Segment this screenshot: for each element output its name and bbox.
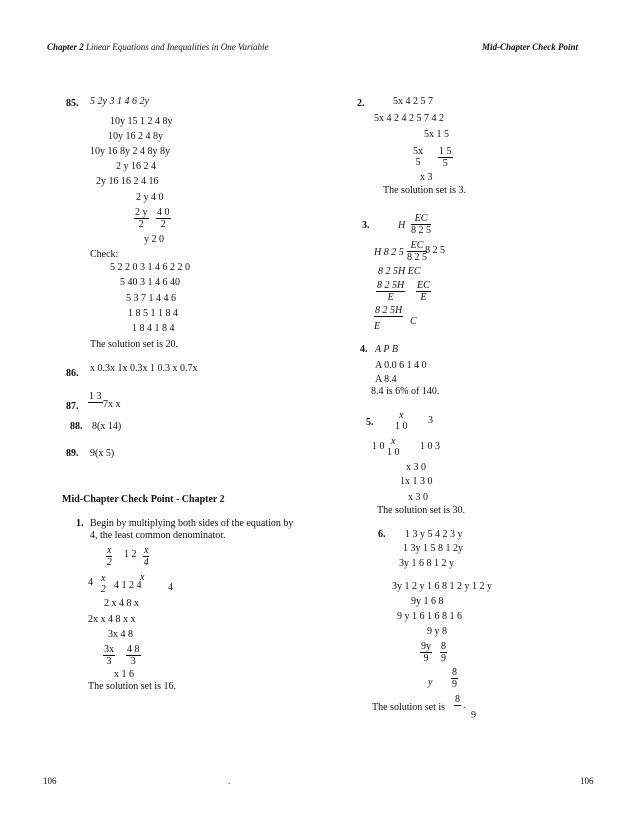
math-line: 7x x xyxy=(103,399,121,410)
math-line: 8 2 5H EC xyxy=(378,266,421,277)
math-line: 3y 1 2 y 1 6 8 1 2 y 1 2 y xyxy=(392,581,492,592)
math-line: 2y 16 16 2 4 16 xyxy=(96,176,159,187)
math-line: 5 2 2 0 3 1 4 6 2 2 0 xyxy=(110,262,190,273)
page-header-left xyxy=(47,42,269,52)
fraction: EC 8 2 5 xyxy=(411,213,431,236)
fraction: 4 8 3 xyxy=(127,644,140,667)
problem-number: 2. xyxy=(357,98,365,109)
fraction: 4 0 2 xyxy=(157,207,170,230)
math-line: 8.4 is 6% of 140. xyxy=(371,386,440,397)
fraction: EC 8 2 5 xyxy=(407,240,427,263)
math-line: 9y 1 6 8 xyxy=(411,596,444,607)
math-line: x xyxy=(140,572,145,583)
math-line: H 8 2 5 xyxy=(374,247,404,258)
math-line: x 3 xyxy=(420,172,433,183)
problem-number: 89. xyxy=(66,448,79,459)
fraction: 8 2 5H E xyxy=(374,305,403,332)
math-line: y xyxy=(428,677,433,688)
problem-number: 86. xyxy=(66,368,79,379)
math-line: 1 8 4 1 8 4 xyxy=(132,323,175,334)
math-line: . xyxy=(463,700,466,711)
math-line: y 2 0 xyxy=(144,234,164,245)
page-header-right: Mid-Chapter Check Point xyxy=(482,42,579,52)
math-line: C xyxy=(410,316,417,327)
fraction: x 1 0 xyxy=(395,410,408,432)
solution-text: The solution set is 30. xyxy=(377,505,466,516)
fraction: 1 3 xyxy=(89,391,102,402)
fraction: 5x 5 xyxy=(413,146,423,168)
math-line: 1 0 3 xyxy=(420,441,440,452)
fraction: 8 2 5H E xyxy=(377,280,405,303)
problem-number: 87. xyxy=(66,401,79,412)
math-line: x 3 0 xyxy=(406,462,426,473)
fraction: x 1 0 xyxy=(387,436,400,458)
problem-number: 4. xyxy=(360,344,368,355)
chapter-label: Chapter 2 xyxy=(47,42,84,52)
fraction: 2 y 2 xyxy=(135,207,148,230)
math-line: 10y 16 2 4 8y xyxy=(108,131,163,142)
math-line: 9(x 5) xyxy=(90,448,115,459)
math-line: A 8.4 xyxy=(375,374,397,385)
fraction: x 2 xyxy=(106,545,112,568)
math-line: 5 3 7 1 4 4 6 xyxy=(126,293,176,304)
math-line: 5x 4 2 5 7 xyxy=(393,96,433,107)
math-line: 10y 15 1 2 4 8y xyxy=(110,116,173,127)
chapter-title: Linear Equations and Inequalities in One Variable xyxy=(86,42,269,52)
problem-number: 1. xyxy=(76,518,84,529)
math-line: x 1 6 xyxy=(114,669,134,680)
math-line: 8 2 5 xyxy=(425,245,445,256)
check-label: Check: xyxy=(90,249,119,260)
problem-number: 85. xyxy=(66,98,79,109)
math-line: 5 40 3 1 4 6 40 xyxy=(120,277,180,288)
math-line: 1 0 xyxy=(372,441,385,452)
fraction: 1 5 5 xyxy=(439,146,452,169)
solution-text: The solution set is 20. xyxy=(90,339,179,350)
math-line: 4 1 2 4 xyxy=(114,580,142,591)
solution-text: The solution set is xyxy=(372,702,446,713)
instruction-text: Begin by multiplying both sides of the equation by xyxy=(90,518,294,529)
math-line: 1 2 xyxy=(124,549,137,560)
fraction: x 2 xyxy=(100,573,106,595)
math-line: 2 y 16 2 4 xyxy=(116,161,156,172)
fraction: 8 9 xyxy=(441,641,446,664)
math-line: 3x 4 8 xyxy=(108,629,133,640)
section-title: Mid-Chapter Check Point - Chapter 2 xyxy=(62,494,225,505)
math-line: 3 xyxy=(428,415,433,426)
math-line: 5x 1 5 xyxy=(424,129,449,140)
math-line: H xyxy=(398,220,406,231)
math-line: 1 3y 1 5 8 1 2y xyxy=(403,543,463,554)
fraction: 9y 9 xyxy=(421,641,431,664)
math-line: 8(x 14) xyxy=(92,421,122,432)
math-line: x 3 0 xyxy=(408,492,428,503)
problem-number: 6. xyxy=(378,529,386,540)
math-line: 9 y 1 6 1 6 8 1 6 xyxy=(397,611,462,622)
math-line: 2x x 4 8 x x xyxy=(88,614,136,625)
math-line: 2 y 4 0 xyxy=(136,192,164,203)
instruction-text: 4, the least common denominator. xyxy=(90,530,226,541)
math-line: A P B xyxy=(375,344,398,355)
math-line: 5x 4 2 4 2 5 7 4 2 xyxy=(374,113,444,124)
math-line: 9 xyxy=(471,710,476,721)
fraction: EC E xyxy=(417,280,430,303)
math-line: 10y 16 8y 2 4 8y 8y xyxy=(90,146,170,157)
fraction: 3x 3 xyxy=(104,644,114,667)
problem-number: 88. xyxy=(70,421,83,432)
problem-number: 5. xyxy=(366,417,374,428)
problem-number: 3. xyxy=(362,220,370,231)
math-line: 1 8 5 1 1 8 4 xyxy=(128,308,178,319)
math-line: 5 2y 3 1 4 6 2y xyxy=(90,96,149,107)
math-line: 2 x 4 8 x xyxy=(104,598,139,609)
math-line: 1 3 y 5 4 2 3 y xyxy=(405,529,463,540)
math-line: 9 y 8 xyxy=(427,626,447,637)
fraction: x 4 xyxy=(143,545,149,568)
fraction: 8 xyxy=(455,694,460,705)
solution-text: The solution set is 16. xyxy=(88,681,177,692)
math-line: 1x 1 3 0 xyxy=(400,476,433,487)
math-line: 4 xyxy=(168,582,173,593)
footer-dot: . xyxy=(228,776,231,786)
math-line: A 0.0 6 1 4 0 xyxy=(375,360,427,371)
page-number-right: 106 xyxy=(580,776,594,786)
math-line: 4 xyxy=(88,577,93,588)
fraction: 8 9 xyxy=(452,667,457,690)
math-line: x 0.3x 1x 0.3x 1 0.3 x 0.7x xyxy=(90,363,198,374)
page-number-left: 106 xyxy=(43,776,57,786)
solution-text: The solution set is 3. xyxy=(383,185,467,196)
math-line: 3y 1 6 8 1 2 y xyxy=(399,558,454,569)
